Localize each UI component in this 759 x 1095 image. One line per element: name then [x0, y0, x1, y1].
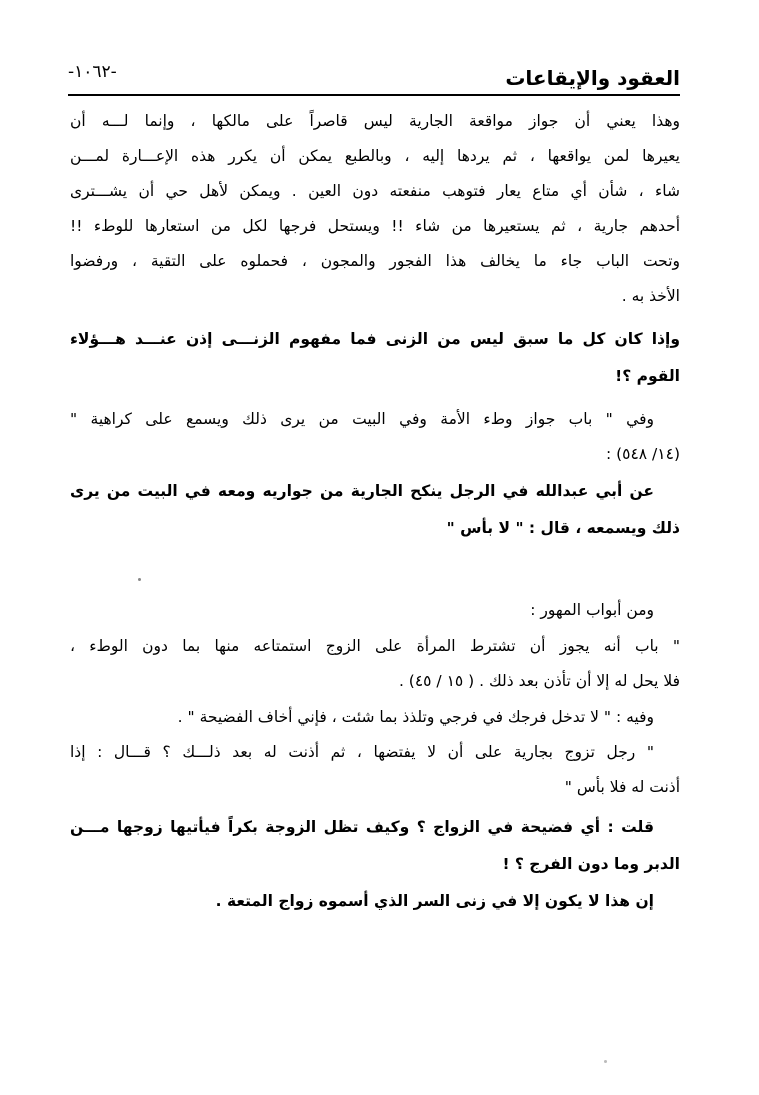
text-line: " باب أنه يجوز أن تشترط المرأة على الزوج استمتاعه منها بما دون الوطء ، [70, 637, 680, 655]
text-line-bold: القوم ؟! [615, 367, 680, 385]
text-line: يعيرها لمن يواقعها ، ثم يردها إليه ، وبالطبع يمكن أن يكرر هذه الإعـــارة لمـــن [70, 147, 680, 165]
text-line: الأخذ به . [621, 287, 680, 305]
page-number: -١٠٦٢- [68, 62, 117, 82]
text-line: وتحت الباب جاء ما يخالف هذا الفجور والمجون ، فحملوه على التقية ، ورفضوا [70, 252, 680, 270]
running-title: العقود والإيقاعات [505, 66, 680, 90]
page-header [68, 60, 680, 100]
text-line: ومن أبواب المهور : [530, 601, 654, 619]
text-line: وفيه : " لا تدخل فرجك في فرجي وتلذذ بما شئت ، فإني أخاف الفضيحة " . [177, 708, 654, 726]
text-line: أذنت له فلا بأس " [564, 778, 680, 796]
text-line: " رجل تزوج بجارية على أن لا يفتضها ، ثم أذنت له بعد ذلـــك ؟ قـــال : إذا [70, 743, 654, 761]
text-line: فلا يحل له إلا أن تأذن بعد ذلك . ( ١٥ / ٤٥) . [398, 672, 680, 690]
text-line: وهذا يعني أن جواز مواقعة الجارية ليس قاصراً على مالكها ، وإنما لـــه أن [70, 112, 680, 130]
scan-speck [604, 1060, 607, 1063]
text-line-bold: وإذا كان كل ما سبق ليس من الزنى فما مفهوم الزنـــى إذن عنـــد هـــؤلاء [70, 330, 680, 348]
text-line: : (١٤/ ٥٤٨) [605, 445, 680, 463]
text-line-bold: ذلك ويسمعه ، قال : " لا بأس " [446, 519, 680, 537]
scan-speck [138, 578, 141, 581]
header-rule [68, 94, 680, 96]
text-line: وفي " باب جواز وطء الأمة وفي البيت من يرى ذلك ويسمع على كراهية " [70, 410, 654, 428]
text-line: شاء ، شأن أي متاع يعار فتوهب منفعته دون العين . ويمكن لأهل حي أن يشـــترى [70, 182, 680, 200]
text-line-bold: عن أبي عبدالله في الرجل ينكح الجارية من جواريه ومعه في البيت من يرى [70, 482, 654, 500]
text-line-bold: الدبر وما دون الفرج ؟ ! [502, 855, 680, 873]
text-line-bold: قلت : أي فضيحة في الزواج ؟ وكيف تظل الزوجة بكراً فيأتيها زوجها مـــن [70, 818, 654, 836]
text-line: أحدهم جارية ، ثم يستعيرها من شاء !! ويستحل فرجها لكل من استعارها للوطء !! [70, 217, 680, 235]
text-line-bold: إن هذا لا يكون إلا في زنى السر الذي أسموه زواج المتعة . [215, 892, 654, 910]
